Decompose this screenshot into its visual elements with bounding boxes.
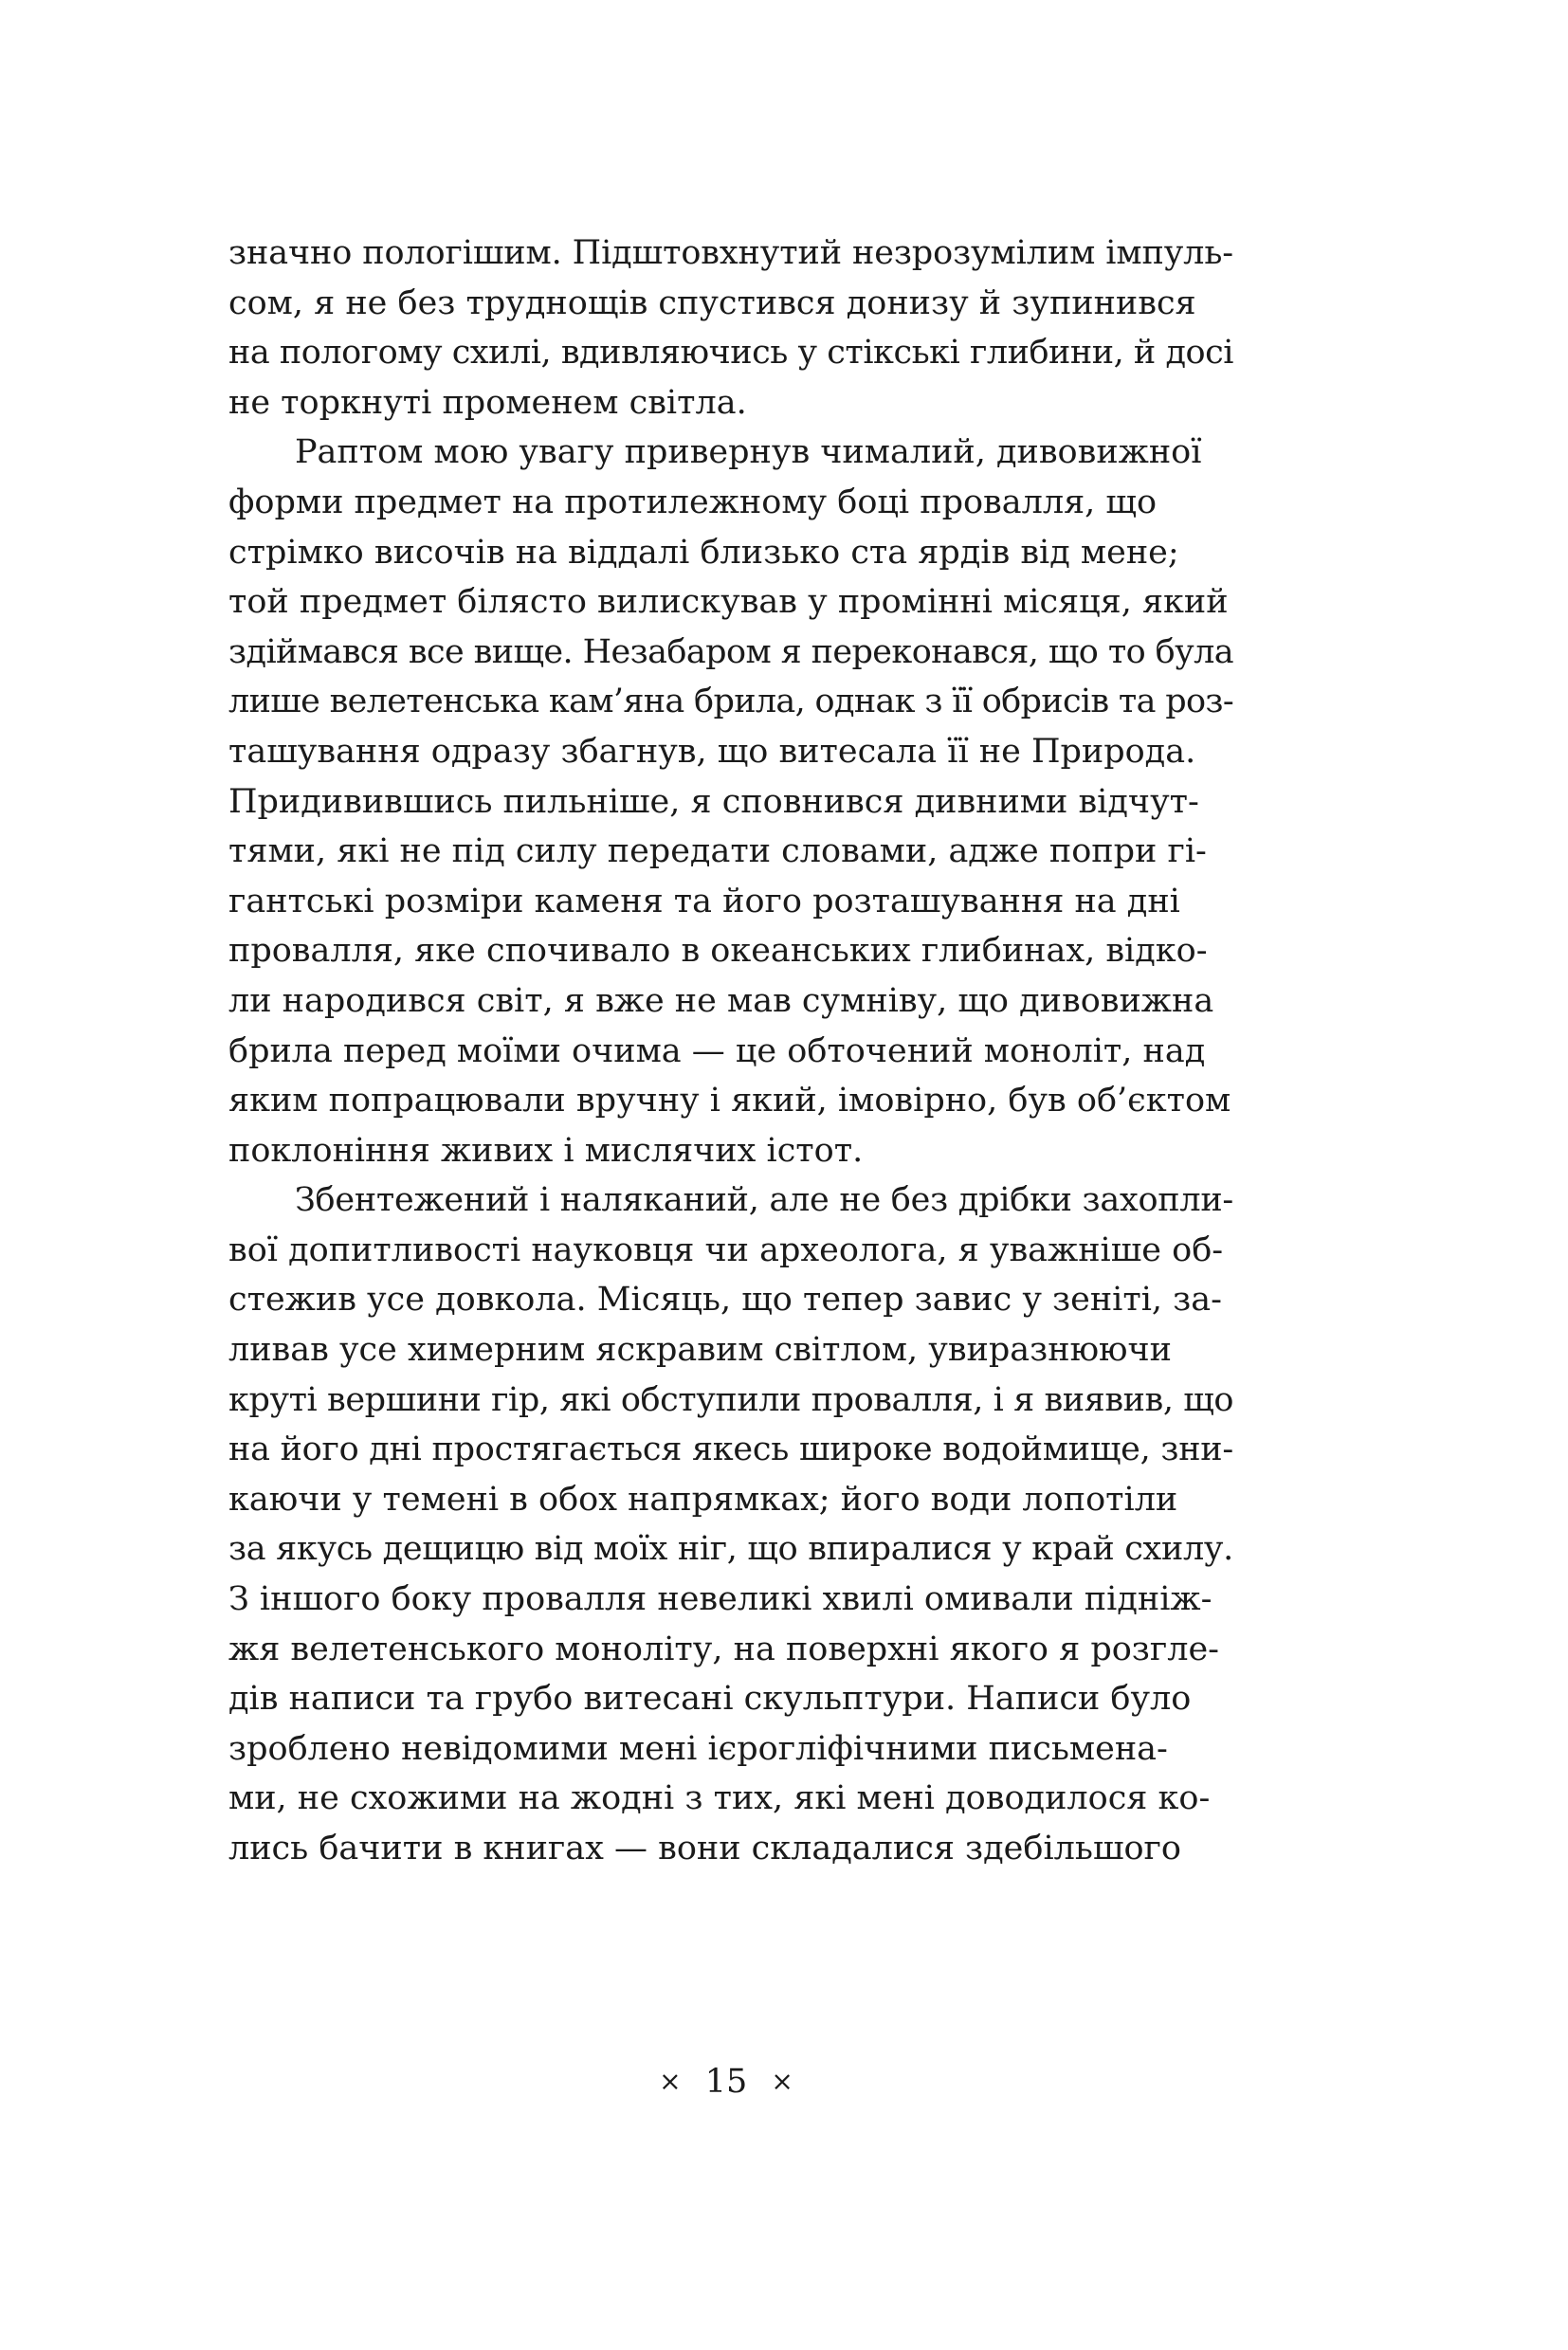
text-line: форми предмет на протилежному боці провалля, що — [228, 483, 1158, 521]
text-line: зроблено невідомими мені ієрогліфічними письмена- — [228, 1729, 1168, 1768]
ornament-right: × — [771, 2066, 793, 2097]
body-text — [228, 228, 1233, 1874]
text-line: здіймався все вище. Незабаром я переконався, що то була — [228, 632, 1233, 671]
text-line: вої допитливості науковця чи археолога, я уважніше об- — [228, 1230, 1224, 1269]
text-line: З іншого боку провалля невеликі хвилі омивали підніж- — [228, 1580, 1212, 1619]
text-line: той предмет білясто вилискував у промінні місяця, який — [228, 583, 1229, 622]
text-line: значно пологішим. Підштовхнутий незрозумілим імпуль- — [228, 234, 1233, 272]
text-line: жя велетенського моноліту, на поверхні якого я розгле- — [228, 1630, 1220, 1668]
text-line: ливав усе химерним яскравим світлом, увиразнюючи — [228, 1331, 1172, 1370]
text-line: за якусь дещицю від моїх ніг, що впиралися у край схилу. — [228, 1530, 1234, 1569]
text-line: Придивившись пильніше, я сповнився дивними відчут- — [228, 782, 1199, 821]
page-number: 15 — [704, 2063, 748, 2101]
text-line: лише велетенська кам’яна брила, однак з її обрисів та роз- — [228, 683, 1233, 721]
text-line: Раптом мою увагу привернув чималий, дивовижної — [295, 433, 1202, 472]
text-line: стрімко височів на віддалі близько ста ярдів від мене; — [228, 533, 1179, 572]
text-line: круті вершини гір, які обступили провалля, і я виявив, що — [228, 1380, 1234, 1419]
text-line: сом, я не без труднощів спустився донизу й зупинився — [228, 283, 1196, 322]
text-line: брила перед моїми очима — це обточений моноліт, над — [228, 1031, 1206, 1070]
text-line: провалля, яке спочивало в океанських глибинах, відко- — [228, 932, 1208, 971]
text-line: дів написи та грубо витесані скульптури. Написи було — [228, 1680, 1192, 1719]
text-line: на пологому схилі, вдивляючись у стікські глибини, й досі — [228, 334, 1233, 373]
text-line: не торкнуті променем світла. — [228, 383, 747, 422]
page-footer — [0, 2063, 1452, 2101]
text-line: ташування одразу збагнув, що витесала її не Природа. — [228, 732, 1196, 771]
text-line: ми, не схожими на жодні з тих, які мені доводилося ко- — [228, 1779, 1211, 1818]
text-line: ли народився світ, я вже не мав сумніву, що дивовижна — [228, 981, 1214, 1020]
text-line: каючи у темені в обох напрямках; його води лопотіли — [228, 1480, 1178, 1519]
text-line: поклоніння живих і мислячих істот. — [228, 1131, 864, 1170]
text-line: гантські розміри каменя та його розташування на дні — [228, 882, 1180, 920]
ornament-left: × — [659, 2066, 682, 2097]
text-line: Збентежений і наляканий, але не без дрібки захопли- — [295, 1181, 1233, 1220]
text-line: тями, які не під силу передати словами, адже попри гі- — [228, 832, 1207, 871]
text-line: на його дні простягається якесь широке водоймище, зни- — [228, 1430, 1233, 1469]
text-line: яким попрацювали вручну і який, імовірно, був об’єктом — [228, 1082, 1231, 1120]
text-line: стежив усе довкола. Місяць, що тепер завис у зеніті, за- — [228, 1281, 1222, 1320]
text-line: лись бачити в книгах — вони складалися здебільшого — [228, 1830, 1181, 1867]
